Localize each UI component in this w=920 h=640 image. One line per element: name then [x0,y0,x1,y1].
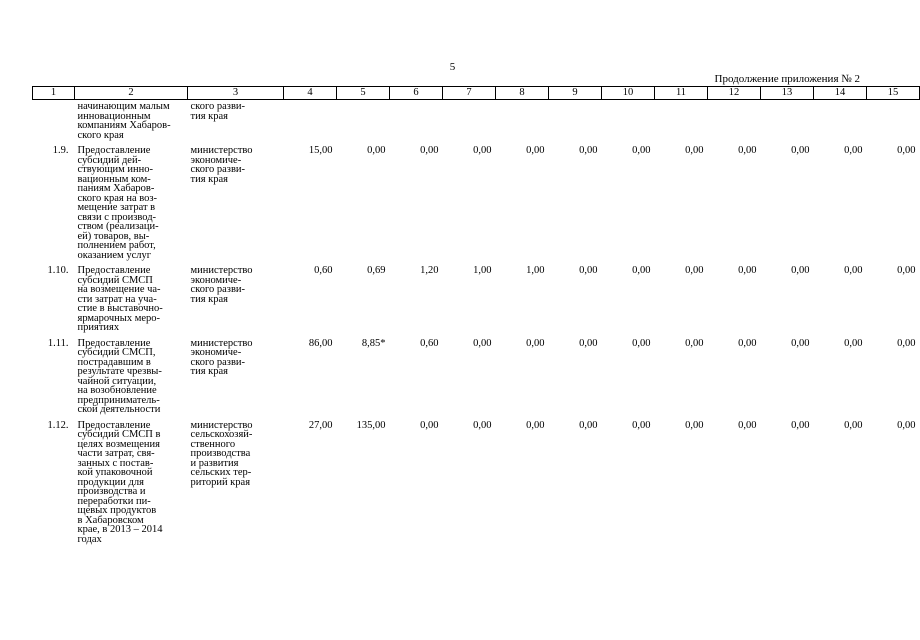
value-cell: 0,00 [791,337,810,349]
header-cell: 15 [867,87,920,100]
value-cell: 135,00 [356,419,386,431]
row-description: Предоставление субсидий дей- ствующим инно- вационным ком- паниям Хабаров- ского края на воз- мещение затрат в связи с производ- ством (реализаци- ей) товаров, вы- полнением работ, оказанием услуг [77,145,159,261]
value-cell [655,100,708,141]
row-responsible: министерство экономиче- ского разви- тия края [190,265,253,305]
table-row [33,100,920,141]
value-cell: 0,60 [314,265,333,276]
value-cell: 0,00 [632,145,651,156]
value-cell: 0,00 [791,265,810,276]
header-cell: 9 [549,87,602,100]
value-cell: 0,00 [526,337,545,349]
header-cell: 14 [814,87,867,100]
value-cell: 0,00 [632,337,651,349]
value-cell: 0,00 [579,337,598,349]
header-cell: 4 [284,87,337,100]
value-cell [443,100,496,141]
value-cell: 0,00 [579,419,598,431]
value-cell [337,100,390,141]
value-cell [390,100,443,141]
value-cell: 0,00 [420,419,439,431]
page-number: 5 [449,61,456,73]
table-body [33,100,920,545]
value-cell [602,100,655,141]
value-cell: 0,00 [579,145,598,156]
table-row [33,140,920,260]
value-cell: 0,00 [897,265,916,276]
continuation-note: Продолжение приложения № 2 [714,73,860,85]
value-cell: 0,00 [685,265,704,276]
row-index: 1.10. [47,265,69,276]
header-cell: 13 [761,87,814,100]
value-cell: 0,00 [844,145,863,156]
value-cell: 27,00 [308,419,333,431]
value-cell: 1,00 [526,265,545,276]
value-cell: 0,00 [526,419,545,431]
value-cell: 0,00 [473,337,492,349]
value-cell: 0,00 [685,337,704,349]
value-cell: 0,00 [526,145,545,156]
value-cell: 0,00 [632,419,651,431]
row-responsible: ского разви- тия края [190,101,246,122]
row-description: Предоставление субсидий СМСП, пострадавшим в результате чрезвы- чайной ситуации, на возобновление предприниматель- ской деятельности [77,337,162,415]
header-cell: 7 [443,87,496,100]
value-cell: 0,00 [897,337,916,349]
value-cell: 0,00 [473,145,492,156]
value-cell: 0,69 [367,265,386,276]
value-cell: 0,00 [685,419,704,431]
table-row [33,260,920,333]
value-cell: 1,20 [420,265,439,276]
row-index: 1.9. [52,145,69,156]
value-cell: 0,60 [420,337,439,349]
row-index: 1.11. [47,337,69,349]
value-cell: 0,00 [897,419,916,431]
header-cell: 3 [188,87,284,100]
value-cell [549,100,602,141]
value-cell: 15,00 [308,145,333,156]
header-cell: 1 [33,87,75,100]
value-cell [761,100,814,141]
value-cell: 0,00 [367,145,386,156]
row-description: Предоставление субсидий СМСП в целях возмещения части затрат, свя- занных с постав- кой упаковочной продукции для производства и переработки пи- щевых продуктов в Хабаровском крае, в 2013 – 2014 годах [77,419,163,545]
row-description: начинающим малым инновационным компаниям Хабаров- ского края [77,101,171,141]
value-cell: 0,00 [738,337,757,349]
value-cell: 1,00 [473,265,492,276]
table-row [33,415,920,545]
value-cell: 0,00 [791,419,810,431]
value-cell: 0,00 [420,145,439,156]
header-cell: 10 [602,87,655,100]
header-cell: 11 [655,87,708,100]
value-cell: 0,00 [632,265,651,276]
row-index [33,100,75,141]
value-cell: 0,00 [738,265,757,276]
value-cell [708,100,761,141]
header-row [33,87,920,100]
value-cell: 0,00 [738,145,757,156]
value-cell: 0,00 [791,145,810,156]
value-cell: 0,00 [897,145,916,156]
value-cell: 0,00 [473,419,492,431]
value-cell [814,100,867,141]
value-cell [284,100,337,141]
header-cell: 2 [75,87,188,100]
header-cell: 5 [337,87,390,100]
row-responsible: министерство экономиче- ского разви- тия края [190,145,253,185]
row-responsible: министерство экономиче- ского разви- тия края [190,337,253,377]
header-cell: 12 [708,87,761,100]
value-cell: 8,85* [361,337,386,349]
header-cell: 6 [390,87,443,100]
value-cell: 0,00 [844,265,863,276]
value-cell: 0,00 [738,419,757,431]
appendix-table [32,86,920,544]
value-cell: 0,00 [685,145,704,156]
table-row [33,333,920,415]
value-cell: 0,00 [844,419,863,431]
row-index: 1.12. [47,419,69,431]
value-cell [867,100,920,141]
row-responsible: министерство сельскохозяй- ственного производства и развития сельских тер- риторий края [190,419,253,488]
value-cell: 0,00 [579,265,598,276]
value-cell [496,100,549,141]
value-cell: 86,00 [308,337,333,349]
value-cell: 0,00 [844,337,863,349]
row-description: Предоставление субсидий СМСП на возмещение ча- сти затрат на уча- стие в выставочно- ярмарочных меро- приятиях [77,265,163,333]
header-cell: 8 [496,87,549,100]
